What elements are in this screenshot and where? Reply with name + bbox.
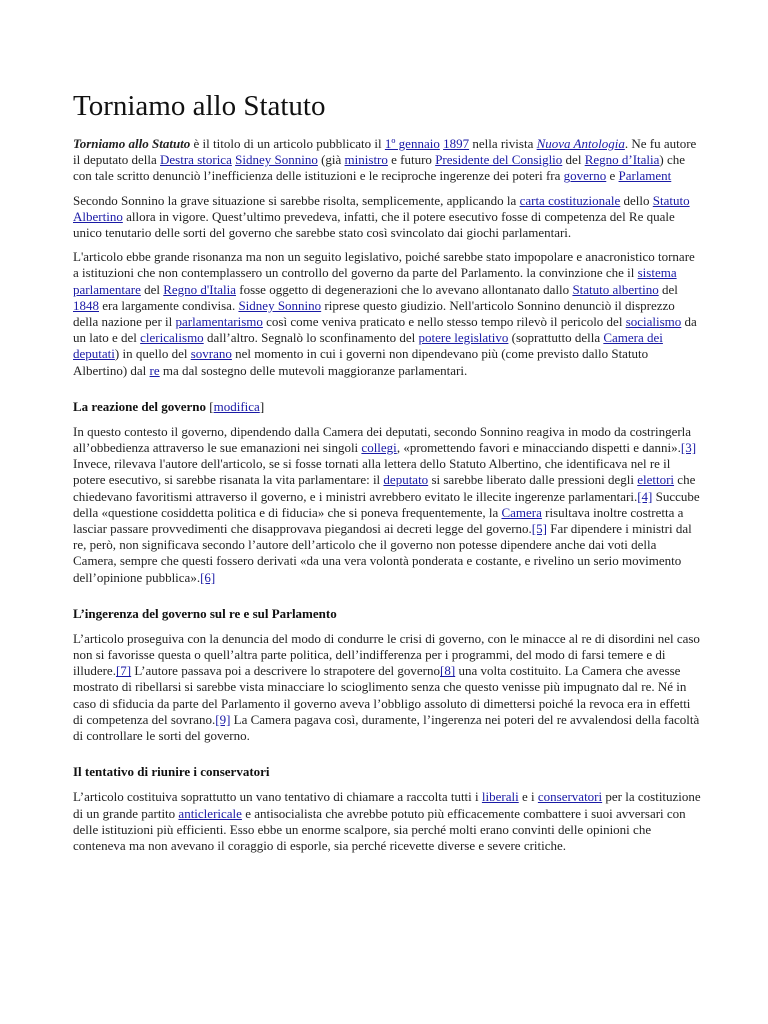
link-parlamentarismo[interactable]: parlamentarismo xyxy=(175,314,263,330)
link-statuto-albertino-2[interactable]: Statuto albertino xyxy=(572,281,659,297)
paragraph-6: L’articolo costituiva soprattutto un vano tentativo di chiamare a raccolta tutti i liberali e i conservatori per la costituzione di un grande partito anticlericale e antisocialista che avrebbe potuto più efficacemente combattere i suoi avversari con delle istituzioni più efficienti. Esso ebbe un enorme scalpore, sia perché molti erano convinti delle opinioni che conteneva ma non avevano il coraggio di esporle, sia perché ricevette diverse e severe critiche. xyxy=(73,789,701,853)
paragraph-3: L'articolo ebbe grande risonanza ma non un seguito legislativo, poiché sarebbe stato impopolare e anacronistico tornare a istituzioni che non contemplassero un controllo del governo da parte del Parlamento. la convinzione che il sistema parlamentare del Regno d'Italia fosse oggetto di degenerazioni che lo avevano allontanato dallo Statuto albertino del 1848 era largamente condivisa. Sidney Sonnino riprese questo giudizio. Nell'articolo Sonnino denunciò il disprezzo della nazione per il parlamentarismo così come veniva praticato e nello stesso tempo rilevò il pericolo del socialismo da un lato e del clericalismo dall’altro. Segnalò lo sconfinamento del potere legislativo (soprattutto della Camera dei deputati) in quello del sovrano nel momento in cui i governi non dipendevano più (come previsto dallo Statuto Albertino) dal re ma dal sostegno delle mutevoli maggioranze parlamentari. xyxy=(73,249,697,378)
link-sidney-sonnino[interactable]: Sidney Sonnino xyxy=(235,152,318,168)
link-sidney-sonnino-2[interactable]: Sidney Sonnino xyxy=(238,297,322,313)
link-collegi[interactable]: collegi xyxy=(361,440,397,456)
link-sovrano[interactable]: sovrano xyxy=(190,346,232,362)
link-sistema-parlamentare[interactable]: sistema parlamentare xyxy=(73,265,677,297)
section-heading-ingerenza: L’ingerenza del governo sul re e sul Parlamento xyxy=(73,605,337,621)
link-camera[interactable]: Camera xyxy=(501,504,542,520)
intro-paragraph: Torniamo allo Statuto è il titolo di un articolo pubblicato il 1º gennaio 1897 nella rivista Nuova Antologia. Ne fu autore il deputato della Destra storica Sidney Sonnino (già ministro e futuro Presidente del Consiglio del Regno d’Italia) che con tale scritto denunciò l’inefficienza delle istituzioni e le reciproche ingerenze dei poteri fra governo e Parlament xyxy=(73,136,697,184)
link-liberali[interactable]: liberali xyxy=(481,789,519,805)
paragraph-5: L’articolo proseguiva con la denuncia del modo di condurre le crisi di governo, con le minacce al re di disordini nel caso non si favorisse questa o quell’altra parte politica, dell’indifferenza per i programmi, del modo di farsi temere e di illudere.[7] L’autore passava poi a descrivere lo strapotere del governo[8] una volta costituito. La Camera che avesse mostrato di ribellarsi si sarebbe vista minacciare lo scioglimento senza che questo venisse più impugnato dal re. Né in caso di sfiducia da parte del Parlamento il governo aveva l’obbligo assoluto di dimettersi poiché la revoca era in effetti di competenza del sovrano.[9] La Camera pagava così, duramente, l’ingerenza nei poteri del re avvalendosi della facoltà di controllare le sorti del governo. xyxy=(73,630,700,744)
paragraph-2: Secondo Sonnino la grave situazione si sarebbe risolta, semplicemente, applicando la carta costituzionale dello Statuto Albertino allora in vigore. Quest’ultimo prevedeva, infatti, che il potere esecutivo fosse di competenza del Re quale unico tenutario delle sorti del governo che sarebbe stato così svincolato dai giochi parlamentari. xyxy=(73,192,690,241)
footnote-8[interactable]: [8] xyxy=(440,663,456,679)
article-title-bold: Torniamo allo Statuto xyxy=(73,136,191,151)
link-elettori[interactable]: elettori xyxy=(637,472,675,488)
edit-section-link[interactable]: modifica xyxy=(213,398,260,414)
link-1848[interactable]: 1848 xyxy=(73,297,99,313)
footnote-4[interactable]: [4] xyxy=(637,488,653,504)
link-anticlericale[interactable]: anticlericale xyxy=(178,805,242,821)
link-conservatori[interactable]: conservatori xyxy=(537,789,603,805)
footnote-3[interactable]: [3] xyxy=(680,440,697,456)
link-presidente-del-consiglio[interactable]: Presidente del Consiglio xyxy=(435,152,563,168)
link-statuto-albertino[interactable]: Statuto Albertino xyxy=(73,192,690,224)
link-parlament[interactable]: Parlament xyxy=(618,168,672,184)
footnote-5[interactable]: [5] xyxy=(531,521,547,537)
link-carta-costituzionale[interactable]: carta costituzionale xyxy=(519,192,621,208)
link-clericalismo[interactable]: clericalismo xyxy=(140,330,204,346)
link-potere-legislativo[interactable]: potere legislativo xyxy=(418,330,509,346)
link-regno-ditalia-2[interactable]: Regno d'Italia xyxy=(163,281,236,297)
link-deputato[interactable]: deputato xyxy=(383,472,429,488)
link-regno-ditalia[interactable]: Regno d’Italia xyxy=(584,152,660,168)
footnote-6[interactable]: [6] xyxy=(200,569,216,585)
footnote-7[interactable]: [7] xyxy=(115,663,132,679)
link-nuova-antologia[interactable]: Nuova Antologia xyxy=(536,136,625,151)
page-title: Torniamo allo Statuto xyxy=(73,90,326,122)
link-socialismo[interactable]: socialismo xyxy=(625,314,682,330)
section-heading-reazione: La reazione del governo [modifica] xyxy=(73,398,265,414)
link-camera-dei-deputati[interactable]: Camera dei deputati xyxy=(73,330,663,362)
link-re[interactable]: re xyxy=(149,362,160,378)
section-heading-tentativo: Il tentativo di riunire i conservatori xyxy=(73,764,270,780)
paragraph-4: In questo contesto il governo, dipendendo dalla Camera dei deputati, secondo Sonnino reagiva in modo da costringerla all’obbedienza attraverso le sue emanazioni nei singoli collegi, «promettendo favori e minacciando dispetti e danni».[3] Invece, rilevava l'autore dell'articolo, se si fosse tornati alla lettera dello Statuto Albertino, che identificava nel re il potere esecutivo, si sarebbe risanata la vita parlamentare: il deputato si sarebbe liberato dalle pressioni degli elettori che chiedevano favoritismi attraverso il governo, e i ministri avrebbero evitato le illecite ingerenze parlamentari.[4] Succube della «questione cosiddetta politica e di fiducia» che si poneva frequentemente, la Camera risultava inoltre costretta a lasciar passare provvedimenti che disapprovava piegandosi ai decreti legge del governo.[5] Far dipendere i ministri dal re, però, non significava secondo l’autore dell’articolo che il governo non potesse dipendere anche dai voti della Camera, sempre che questi fossero derivati «da una vera volontà ponderata e costante, e rivelino un serio movimento dell’opinione pubblica».[6] xyxy=(73,423,700,585)
link-ministro[interactable]: ministro xyxy=(344,152,388,168)
article xyxy=(73,88,701,862)
link-1897[interactable]: 1897 xyxy=(443,136,470,151)
footnote-9[interactable]: [9] xyxy=(215,711,231,727)
link-governo[interactable]: governo xyxy=(563,168,607,184)
link-1-gennaio[interactable]: 1º gennaio xyxy=(384,136,440,151)
link-destra-storica[interactable]: Destra storica xyxy=(160,152,232,168)
